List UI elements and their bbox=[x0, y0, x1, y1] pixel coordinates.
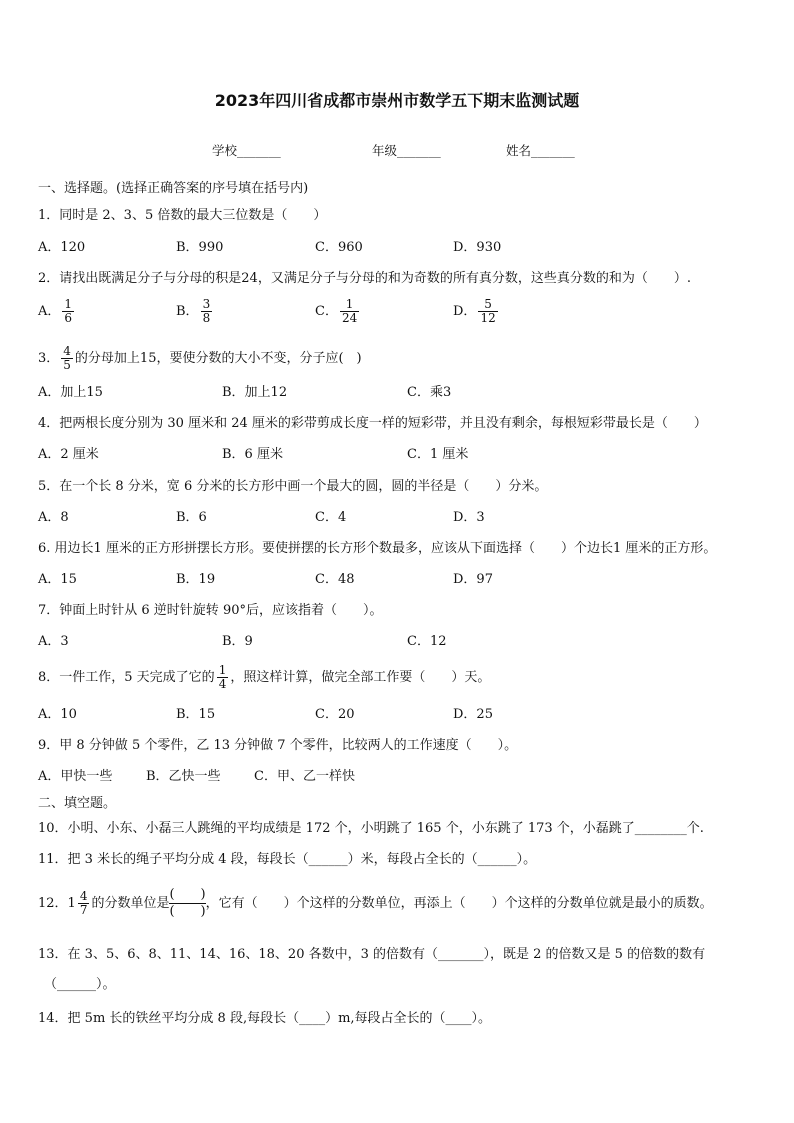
answer-fraction-blank[interactable] bbox=[169, 887, 205, 920]
fraction-denominator: 12 bbox=[480, 311, 496, 325]
q3-option-c[interactable]: C．乘3 bbox=[407, 385, 452, 400]
fraction bbox=[340, 298, 359, 325]
grade-field[interactable]: 年级_______ bbox=[372, 143, 441, 158]
question-text: 8．一件工作，5 天完成了它的 bbox=[38, 670, 215, 685]
q4-option-a[interactable]: A．2 厘米 bbox=[38, 447, 99, 462]
fraction-numerator: 5 bbox=[478, 298, 497, 312]
fraction-denominator: 6 bbox=[64, 311, 73, 325]
q3-option-a[interactable]: A．加上15 bbox=[38, 385, 103, 400]
q1-option-a[interactable]: A．120 bbox=[38, 240, 86, 255]
question-10: 10．小明、小东、小磊三人跳绳的平均成绩是 172 个，小明跳了 165 个，小东跳了 173 个，小磊跳了________个. bbox=[38, 821, 704, 836]
question-7: 7．钟面上时针从 6 逆时针旋转 90°后，应该指着（ ）。 bbox=[38, 603, 383, 618]
question-12 bbox=[38, 887, 713, 920]
q2-option-a-label: A． bbox=[38, 304, 61, 319]
q3-option-b[interactable]: B．加上12 bbox=[222, 385, 288, 400]
question-4: 4．把两根长度分别为 30 厘米和 24 厘米的彩带剪成长度一样的短彩带，并且没有剩余，每根短彩带最长是（ ） bbox=[38, 416, 707, 431]
q6-option-b[interactable]: B．19 bbox=[176, 572, 216, 587]
question-text: 的分母加上15，要使分数的大小不变，分子应( ) bbox=[74, 351, 362, 366]
blank-denominator: ( ) bbox=[169, 904, 206, 919]
q7-option-b[interactable]: B．9 bbox=[222, 634, 253, 649]
q2-option-d-label: D． bbox=[453, 304, 477, 319]
question-8 bbox=[38, 664, 490, 691]
fraction-numerator: 3 bbox=[202, 297, 211, 311]
q9-option-b[interactable]: B．乙快一些 bbox=[146, 769, 221, 784]
q4-option-b[interactable]: B．6 厘米 bbox=[222, 447, 283, 462]
q5-option-a[interactable]: A．8 bbox=[38, 510, 69, 525]
q8-option-d[interactable]: D．25 bbox=[453, 707, 493, 722]
question-number: 12． bbox=[38, 896, 68, 911]
q6-option-c[interactable]: C．48 bbox=[315, 572, 355, 587]
question-text: 的分数单位是 bbox=[91, 896, 170, 911]
mixed-number bbox=[68, 890, 92, 917]
fraction bbox=[201, 298, 213, 325]
fraction-denominator: 4 bbox=[218, 677, 227, 691]
question-5: 5．在一个长 8 分米，宽 6 分米的长方形中画一个最大的圆，圆的半径是（ ）分米。 bbox=[38, 479, 548, 494]
q9-option-a[interactable]: A．甲快一些 bbox=[38, 769, 113, 784]
question-11: 11．把 3 米长的绳子平均分成 4 段，每段长（______）米，每段占全长的（______）。 bbox=[38, 852, 537, 867]
q8-option-b[interactable]: B．15 bbox=[176, 707, 216, 722]
question-13-continued: （______）。 bbox=[44, 977, 116, 992]
q8-option-c[interactable]: C．20 bbox=[315, 707, 355, 722]
question-3 bbox=[38, 345, 362, 372]
page-title: 2023年四川省成都市崇州市数学五下期末监测试题 bbox=[214, 91, 580, 110]
q2-option-a[interactable] bbox=[38, 298, 76, 325]
fraction-denominator: 24 bbox=[341, 311, 358, 325]
question-number: 3． bbox=[38, 351, 60, 366]
question-13: 13．在 3、5、6、8、11、14、16、18、20 各数中，3 的倍数有（_______），既是 2 的倍数又是 5 的倍数的数有 bbox=[38, 947, 706, 962]
fraction-denominator: 7 bbox=[79, 903, 88, 917]
q2-option-c-label: C． bbox=[315, 304, 338, 319]
question-text: ，照这样计算，做完全部工作要（ ）天。 bbox=[230, 670, 491, 685]
q5-option-c[interactable]: C．4 bbox=[315, 510, 347, 525]
q2-option-b-label: B． bbox=[176, 304, 199, 319]
fraction bbox=[78, 890, 90, 917]
q5-option-d[interactable]: D．3 bbox=[453, 510, 485, 525]
question-1: 1．同时是 2、3、5 倍数的最大三位数是（ ） bbox=[38, 208, 327, 223]
q5-option-b[interactable]: B．6 bbox=[176, 510, 207, 525]
fraction-numerator: 1 bbox=[340, 298, 359, 312]
q1-option-b[interactable]: B．990 bbox=[176, 240, 224, 255]
q2-option-c[interactable] bbox=[315, 298, 361, 325]
q1-option-d[interactable]: D．930 bbox=[453, 240, 502, 255]
question-2: 2．请找出既满足分子与分母的积是24，又满足分子与分母的和为奇数的所有真分数，这些真分数的和为（ ）. bbox=[38, 271, 691, 286]
question-9: 9．甲 8 分钟做 5 个零件，乙 13 分钟做 7 个零件，比较两人的工作速度（ ）。 bbox=[38, 738, 518, 753]
fraction-numerator: 4 bbox=[79, 889, 88, 903]
q2-option-b[interactable] bbox=[176, 298, 214, 325]
school-field[interactable]: 学校_______ bbox=[212, 143, 281, 158]
question-6: 6. 用边长1 厘米的正方形拼摆长方形。要使拼摆的长方形个数最多，应该从下面选择（ ）个边长1 厘米的正方形。 bbox=[38, 541, 717, 556]
fraction-numerator: 4 bbox=[63, 344, 71, 358]
q4-option-c[interactable]: C．1 厘米 bbox=[407, 447, 469, 462]
question-text: ，它有（ ）个这样的分数单位，再添上（ ）个这样的分数单位就是最小的质数。 bbox=[205, 896, 713, 911]
fraction bbox=[61, 345, 73, 372]
q8-option-a[interactable]: A．10 bbox=[38, 707, 77, 722]
q7-option-c[interactable]: C．12 bbox=[407, 634, 447, 649]
q7-option-a[interactable]: A．3 bbox=[38, 634, 69, 649]
q6-option-d[interactable]: D．97 bbox=[453, 572, 493, 587]
fraction bbox=[217, 664, 229, 691]
blank-numerator: ( ) bbox=[169, 887, 206, 902]
question-14: 14．把 5m 长的铁丝平均分成 8 段,每段长（____）m,每段占全长的（____）。 bbox=[38, 1011, 492, 1026]
fraction-numerator: 1 bbox=[64, 297, 73, 311]
fraction-denominator: 8 bbox=[202, 311, 211, 325]
section-heading-fill: 二、填空题。 bbox=[38, 796, 117, 811]
fraction-numerator: 1 bbox=[218, 663, 227, 677]
q2-option-d[interactable] bbox=[453, 298, 500, 325]
q6-option-a[interactable]: A．15 bbox=[38, 572, 77, 587]
q1-option-c[interactable]: C．960 bbox=[315, 240, 363, 255]
fraction bbox=[478, 298, 497, 325]
name-field[interactable]: 姓名_______ bbox=[506, 143, 575, 158]
fraction-denominator: 5 bbox=[63, 358, 71, 372]
mixed-whole: 1 bbox=[67, 896, 76, 911]
fraction bbox=[62, 298, 74, 325]
q9-option-c[interactable]: C．甲、乙一样快 bbox=[254, 769, 355, 784]
section-heading-choice: 一、选择题。(选择正确答案的序号填在括号内) bbox=[38, 181, 309, 196]
